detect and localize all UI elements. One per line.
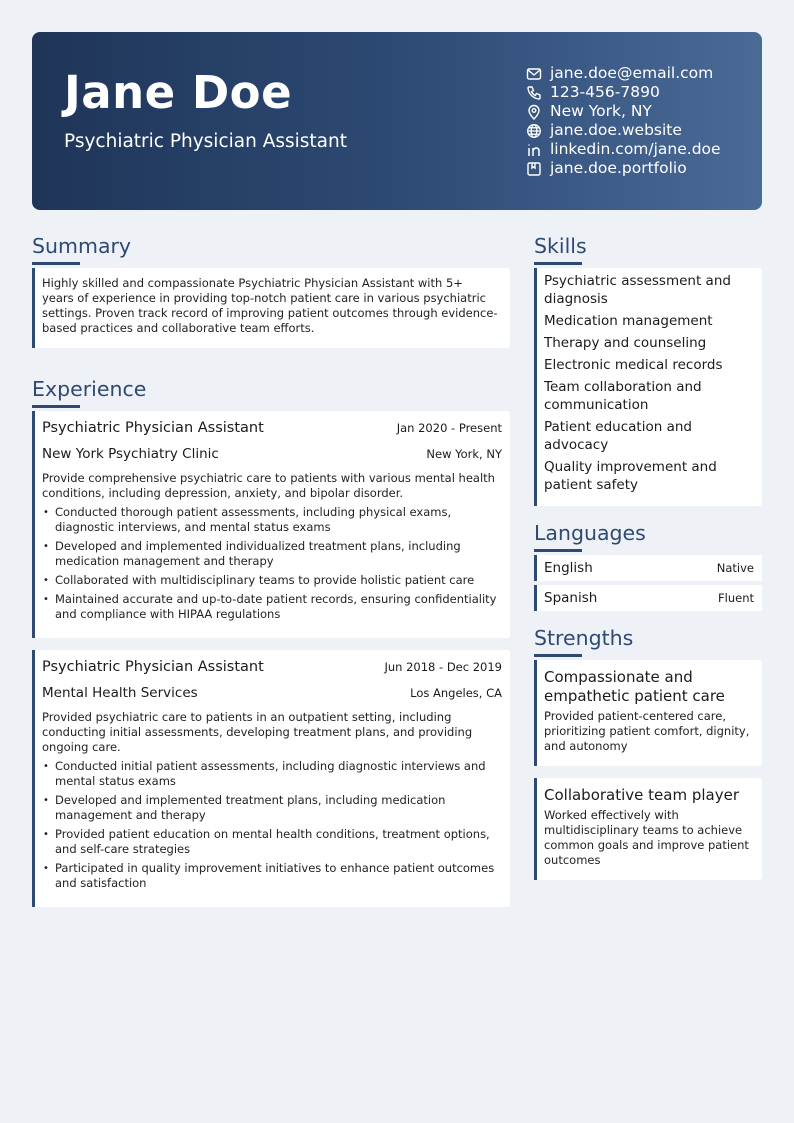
language-name: English: [544, 560, 593, 576]
heading-underline: [32, 262, 80, 265]
skill-item: Medication management: [544, 313, 713, 329]
job-role: Psychiatric Physician Assistant: [42, 659, 264, 675]
skills-list: [534, 268, 762, 506]
candidate-name: Jane Doe: [64, 66, 293, 119]
list-item: • Collaborated with multidisciplinary teams to provide holistic patient care: [42, 573, 502, 588]
language-level: Fluent: [718, 591, 754, 605]
job-bullets: [42, 505, 502, 622]
section-heading: Languages: [534, 521, 646, 545]
list-item: • Provided patient education on mental health conditions, treatment options, and self-care strategies: [42, 827, 502, 857]
contact-website[interactable]: jane.doe.website: [526, 121, 721, 140]
section-heading: Summary: [32, 234, 132, 258]
section-heading: Strengths: [534, 626, 634, 650]
contact-linkedin[interactable]: linkedin.com/jane.doe: [526, 140, 721, 159]
section-heading: Skills: [534, 234, 587, 258]
list-item: • Conducted thorough patient assessments, including physical exams, diagnostic interviews, and mental status exams: [42, 505, 502, 535]
strength-description: Worked effectively with multidisciplinary teams to achieve common goals and improve patient outcomes: [544, 808, 749, 867]
job-dates: Jun 2018 - Dec 2019: [384, 660, 502, 674]
strength-item: [534, 778, 762, 880]
language-item: [534, 555, 762, 581]
heading-underline: [534, 262, 582, 265]
skill-item: Therapy and counseling: [544, 335, 707, 351]
candidate-title: Psychiatric Physician Assistant: [64, 131, 347, 152]
header-banner: [32, 32, 762, 210]
experience-entry: [32, 650, 510, 907]
job-company: New York Psychiatry Clinic: [42, 446, 219, 462]
list-item: • Developed and implemented treatment plans, including medication management and therapy: [42, 793, 502, 823]
list-item: • Conducted initial patient assessments, including diagnostic interviews and mental status exams: [42, 759, 502, 789]
skill-item: Electronic medical records: [544, 357, 723, 373]
strength-title: Collaborative team player: [544, 786, 739, 804]
side-column: [534, 232, 762, 892]
job-role: Psychiatric Physician Assistant: [42, 420, 264, 436]
strength-item: [534, 660, 762, 766]
list-item: • Developed and implemented individualized treatment plans, including medication management and therapy: [42, 539, 502, 569]
skill-item: Patient education and advocacy: [544, 419, 692, 453]
strength-title: Compassionate and empathetic patient care: [544, 668, 725, 705]
job-location: Los Angeles, CA: [410, 686, 502, 700]
summary-section: [32, 232, 510, 348]
list-item: • Maintained accurate and up-to-date patient records, ensuring confidentiality and compliance with HIPAA regulations: [42, 592, 502, 622]
list-item: • Participated in quality improvement initiatives to enhance patient outcomes and satisfaction: [42, 861, 502, 891]
summary-text: Highly skilled and compassionate Psychiatric Physician Assistant with 5+ years of experience in providing top-notch patient care in various psychiatric settings. Proven track record of improving patient outcomes through evidence-based practices and collaborative team efforts.: [32, 268, 510, 348]
strength-description: Provided patient-centered care, prioritizing patient comfort, dignity, and autonomy: [544, 709, 750, 753]
contact-portfolio[interactable]: jane.doe.portfolio: [526, 159, 721, 178]
linkedin-icon: [526, 142, 542, 158]
experience-section: [32, 375, 510, 907]
job-dates: Jan 2020 - Present: [396, 421, 502, 435]
globe-icon: [526, 123, 542, 139]
heading-underline: [32, 405, 80, 408]
languages-section: [534, 519, 762, 611]
skill-item: Team collaboration and communication: [544, 379, 702, 413]
experience-entry: [32, 411, 510, 638]
job-description: Provided psychiatric care to patients in an outpatient setting, including conducting initial assessments, developing treatment plans, and providing ongoing care.: [42, 710, 473, 754]
job-location: New York, NY: [426, 447, 502, 461]
phone-icon: [526, 85, 542, 101]
skill-item: Psychiatric assessment and diagnosis: [544, 273, 731, 307]
language-name: Spanish: [544, 590, 598, 606]
job-bullets: [42, 759, 502, 891]
section-heading: Experience: [32, 377, 147, 401]
skill-item: Quality improvement and patient safety: [544, 459, 717, 493]
contact-email[interactable]: jane.doe@email.com: [526, 64, 721, 83]
skills-section: [534, 232, 762, 506]
heading-underline: [534, 654, 582, 657]
mail-icon: [526, 66, 542, 82]
portfolio-icon: [526, 161, 542, 177]
job-company: Mental Health Services: [42, 685, 198, 701]
contact-phone[interactable]: 123-456-7890: [526, 83, 721, 102]
location-icon: [526, 104, 542, 120]
contact-list: [526, 64, 721, 178]
language-level: Native: [716, 561, 754, 575]
main-column: [32, 232, 510, 919]
strengths-section: [534, 624, 762, 880]
language-item: [534, 585, 762, 611]
job-description: Provide comprehensive psychiatric care to patients with various mental health conditions, including depression, anxiety, and bipolar disorder.: [42, 471, 495, 500]
heading-underline: [534, 549, 582, 552]
contact-location[interactable]: New York, NY: [526, 102, 721, 121]
